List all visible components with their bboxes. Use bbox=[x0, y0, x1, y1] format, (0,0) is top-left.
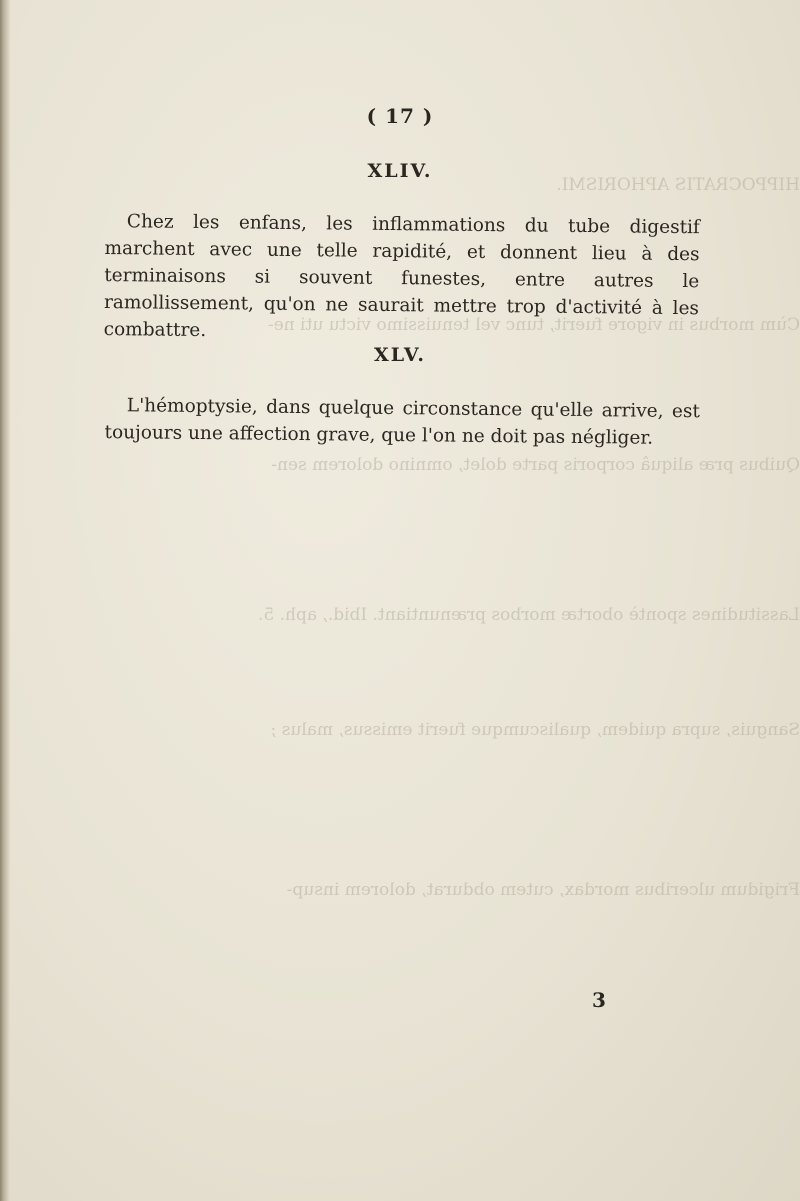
article-text-45 bbox=[104, 392, 700, 452]
show-through-decoration: Frigidum ulceribus mordax, cutem obdurat, dolorem insup- bbox=[286, 880, 800, 900]
show-through-decoration: HIPPOCRATIS APHORISMI. bbox=[556, 175, 800, 195]
signature-mark: 3 bbox=[592, 988, 606, 1012]
show-through-decoration: Sanguis, supra quidem, qualiscumque fuerit emissus, malus ; bbox=[270, 720, 800, 740]
show-through-decoration: Cùm morbus in vigore fuerit, tunc vel tenuissimo victu uti ne- bbox=[267, 315, 800, 335]
article-45-body: L'hémoptysie, dans quelque circonstance qu'elle arrive, est toujours une affection grave, que l'on ne doit pas négliger. bbox=[104, 395, 700, 449]
article-44-body: Chez les enfans, les inflammations du tube digestif marchent avec une telle rapidité, et donnent lieu à des terminaisons si souvent funestes, entre autres le ramollissement, qu'on ne saurait mettre trop d'activité à les combattre. bbox=[103, 211, 700, 342]
article-number-45: XLV. bbox=[374, 344, 426, 366]
show-through-decoration: Quibus præ aliquâ corporis parte dolet, omnino dolorem sen- bbox=[271, 455, 800, 475]
page-number: ( 17 ) bbox=[366, 104, 434, 128]
article-text-44 bbox=[104, 208, 700, 349]
article-number-44: XLIV. bbox=[367, 160, 433, 182]
show-through-decoration: Lassitudines spontè obortæ morbos prænuntiant. Ibid., aph. 5. bbox=[258, 605, 800, 625]
